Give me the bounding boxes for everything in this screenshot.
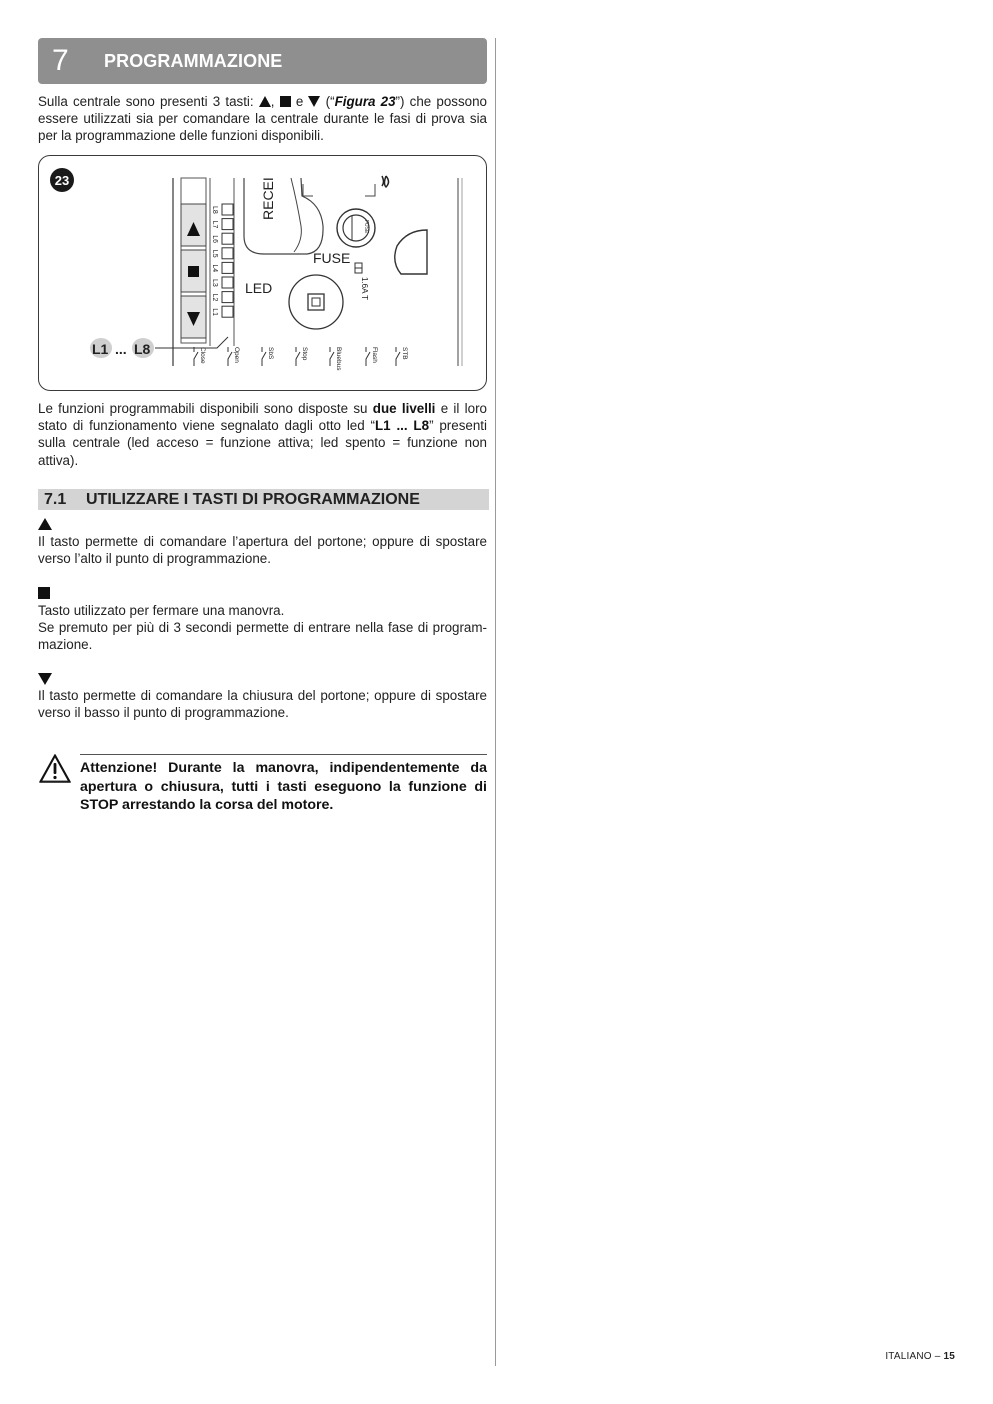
control-board-diagram xyxy=(39,156,486,390)
led-label-l8: L8 xyxy=(211,206,218,214)
led-label-l6: L6 xyxy=(211,235,218,243)
terminal-symbol-sbs xyxy=(262,347,266,366)
figure-23 xyxy=(38,155,487,391)
terminal-symbol-flash xyxy=(366,347,370,366)
fuse-rating: 1.6A T xyxy=(360,277,369,300)
down-key-symbol xyxy=(38,671,52,687)
led-label-l3: L3 xyxy=(211,279,218,287)
terminal-symbol-close xyxy=(194,347,198,366)
led-label-l2: L2 xyxy=(211,293,218,302)
levels-bold-1: due livelli xyxy=(372,401,436,416)
subsection-header xyxy=(38,489,489,510)
stop-square-icon xyxy=(188,266,199,277)
section-title: PROGRAMMAZIONE xyxy=(104,51,283,71)
terminal-label-bluebus: Bluebus xyxy=(335,347,342,371)
led-square-group xyxy=(222,204,233,317)
terminal-label-flash: Flash xyxy=(371,347,378,363)
led-l5 xyxy=(222,248,233,259)
intro-sep-2: e xyxy=(290,94,309,109)
callout-end: L8 xyxy=(134,341,151,357)
section-number: 7 xyxy=(52,44,69,77)
stop-key-description-2: Se premuto per più di 3 secondi permette di entrare nella fase di program-mazione. xyxy=(38,620,487,653)
column-divider xyxy=(495,38,496,1366)
led-label-l4: L4 xyxy=(211,264,218,273)
terminal-symbol-stop xyxy=(296,347,300,366)
up-key-symbol xyxy=(38,516,52,532)
levels-text-1: Le funzioni programmabili disponibili sono disposte su xyxy=(38,401,373,416)
terminal-label-stop: Stop xyxy=(301,347,308,361)
led-label-group xyxy=(211,206,218,316)
led-label-l5: L5 xyxy=(211,249,218,258)
page-footer xyxy=(885,1351,955,1362)
led-label: LED xyxy=(245,280,273,296)
terminal-label-sbs: SbS xyxy=(267,347,274,360)
led-l6 xyxy=(222,233,233,244)
page-number: 15 xyxy=(943,1351,955,1362)
figure-reference: Figura 23 xyxy=(334,94,396,109)
up-key-description: Il tasto permette di comandare l’apertura del portone; oppure di spostare verso l’alto il punto di programmazione. xyxy=(38,534,487,567)
led-label-l1: L1 xyxy=(211,308,218,316)
up-triangle-icon xyxy=(38,518,52,530)
down-key-description: Il tasto permette di comandare la chiusura del portone; oppure di spostare verso il basso il punto di programmazione. xyxy=(38,688,487,721)
intro-paragraph xyxy=(38,93,487,145)
terminal-label-stb: STB xyxy=(401,347,408,360)
levels-paragraph xyxy=(38,400,487,469)
figure-number: 23 xyxy=(54,173,70,188)
terminal-symbol-stb xyxy=(396,347,400,366)
subsection-number: 7.1 xyxy=(44,491,67,508)
terminal-group xyxy=(194,347,408,371)
stop-square-icon xyxy=(38,587,50,599)
fuse-small-label: FUSE xyxy=(363,220,369,234)
warning-icon xyxy=(38,752,72,786)
levels-text-3: ” presenti sulla centrale (led acceso = funzione attiva; led spento = funzione non attiva). xyxy=(38,418,487,468)
stop-square-icon xyxy=(280,96,291,107)
warning-rule xyxy=(80,754,487,755)
led-label-l7: L7 xyxy=(211,220,218,229)
led-l2 xyxy=(222,292,233,303)
section-header xyxy=(38,38,487,84)
led-l7 xyxy=(222,219,233,230)
stop-key-description-1: Tasto utilizzato per fermare una manovra. xyxy=(38,603,285,618)
footer-language: ITALIANO – xyxy=(885,1351,944,1362)
led-l8 xyxy=(222,204,233,215)
callout-start: L1 xyxy=(92,341,109,357)
up-triangle-icon xyxy=(259,96,271,107)
intro-text-1: Sulla centrale sono presenti 3 tasti: xyxy=(38,94,259,109)
terminal-label-open: Open xyxy=(233,347,240,363)
levels-text-2: e il loro stato di funzionamento viene segnalato dagli otto led “ xyxy=(38,401,488,434)
terminal-label-close: Close xyxy=(199,347,206,364)
fuse-label: FUSE xyxy=(313,250,351,266)
callout-dots: ... xyxy=(115,341,127,357)
terminal-symbol-open xyxy=(228,347,232,366)
intro-sep-1: , xyxy=(270,94,280,109)
intro-text-3: ”) che possono essere utilizzati sia per comandare la centrale durante le fasi di prova sia per la programmazione delle funzioni disponibili. xyxy=(38,94,488,144)
led-l3 xyxy=(222,277,233,288)
warning-text: Attenzione! Durante la manovra, indipendentemente da apertura o chiusura, tutti i tasti eseguono la funzione di STOP arrestando la corsa del motore. xyxy=(80,760,487,813)
subsection-title: UTILIZZARE I TASTI DI PROGRAMMAZIONE xyxy=(86,491,420,508)
stop-key-symbol xyxy=(38,586,50,602)
intro-text-2: (“ xyxy=(320,94,335,109)
led-l1 xyxy=(222,306,233,317)
levels-bold-2: L1 ... L8 xyxy=(374,418,430,434)
receiver-label: RECEI xyxy=(260,177,276,220)
down-triangle-icon xyxy=(308,96,320,107)
down-triangle-icon xyxy=(38,673,52,685)
led-l4 xyxy=(222,262,233,273)
terminal-symbol-bluebus xyxy=(330,347,334,366)
